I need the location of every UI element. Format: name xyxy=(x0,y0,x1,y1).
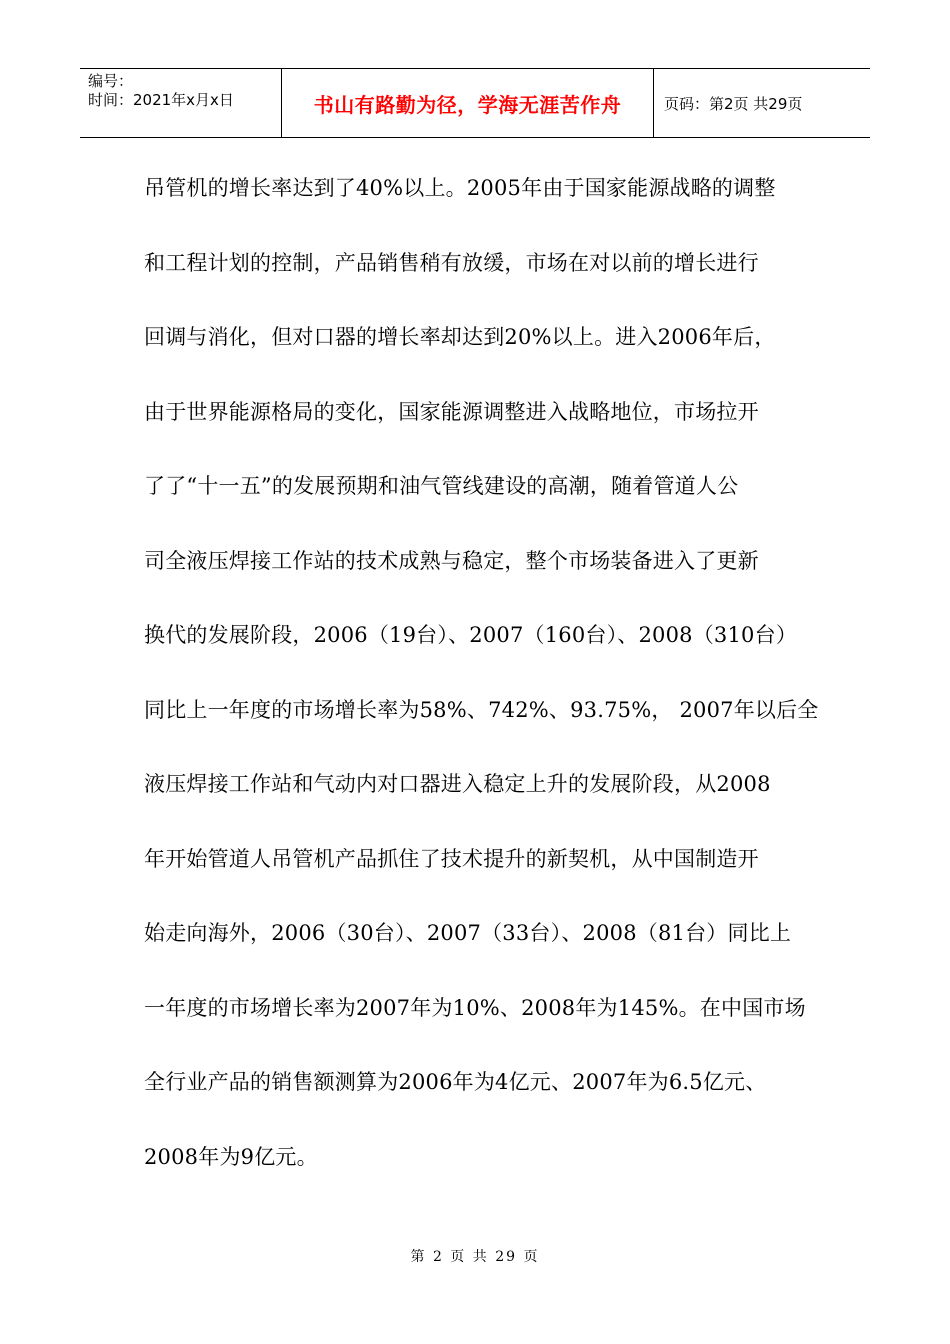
page-footer: 第 2 页 共 29 页 xyxy=(410,1249,540,1265)
body-line: 回调与消化，但对口器的增长率却达到20%以上。进入2006年后， xyxy=(144,325,776,349)
header-motto: 书山有路勤为径，学海无涯苦作舟 xyxy=(282,69,654,137)
body-line: 年开始管道人吊管机产品抓住了技术提升的新契机，从中国制造开 xyxy=(144,846,759,871)
body-line: 2008年为9亿元。 xyxy=(144,1144,318,1169)
body-line: 一年度的市场增长率为2007年为10%、2008年为145%。在中国市场 xyxy=(144,995,806,1020)
page-header xyxy=(80,68,870,138)
body-line: 由于世界能源格局的变化，国家能源调整进入战略地位，市场拉开 xyxy=(144,399,759,424)
body-line: 司全液压焊接工作站的技术成熟与稳定，整个市场装备进入了更新 xyxy=(144,548,759,573)
body-line: 和工程计划的控制，产品销售稍有放缓，市场在对以前的增长进行 xyxy=(144,250,759,275)
body-line: 始走向海外，2006（30台）、2007（33台）、2008（81台）同比上 xyxy=(144,921,792,945)
body-line: 了了“十一五”的发展预期和油气管线建设的高潮，随着管道人公 xyxy=(144,474,739,498)
body-line: 吊管机的增长率达到了40%以上。2005年由于国家能源战略的调整 xyxy=(144,176,776,200)
header-meta xyxy=(80,69,282,137)
body-text xyxy=(144,160,824,1203)
number-label: 编号： xyxy=(88,72,134,90)
body-line: 液压焊接工作站和气动内对口器进入稳定上升的发展阶段，从2008 xyxy=(144,772,771,796)
body-line: 同比上一年度的市场增长率为58%、742%、93.75%， 2007年以后全 xyxy=(144,697,819,722)
body-line: 换代的发展阶段，2006（19台）、2007（160台）、2008（310台） xyxy=(144,623,798,647)
body-line: 全行业产品的销售额测算为2006年为4亿元、2007年为6.5亿元、 xyxy=(144,1070,767,1094)
date-label: 时间：2021年x月x日 xyxy=(88,91,234,109)
header-page-info: 页码：第2页 共29页 xyxy=(664,94,803,113)
